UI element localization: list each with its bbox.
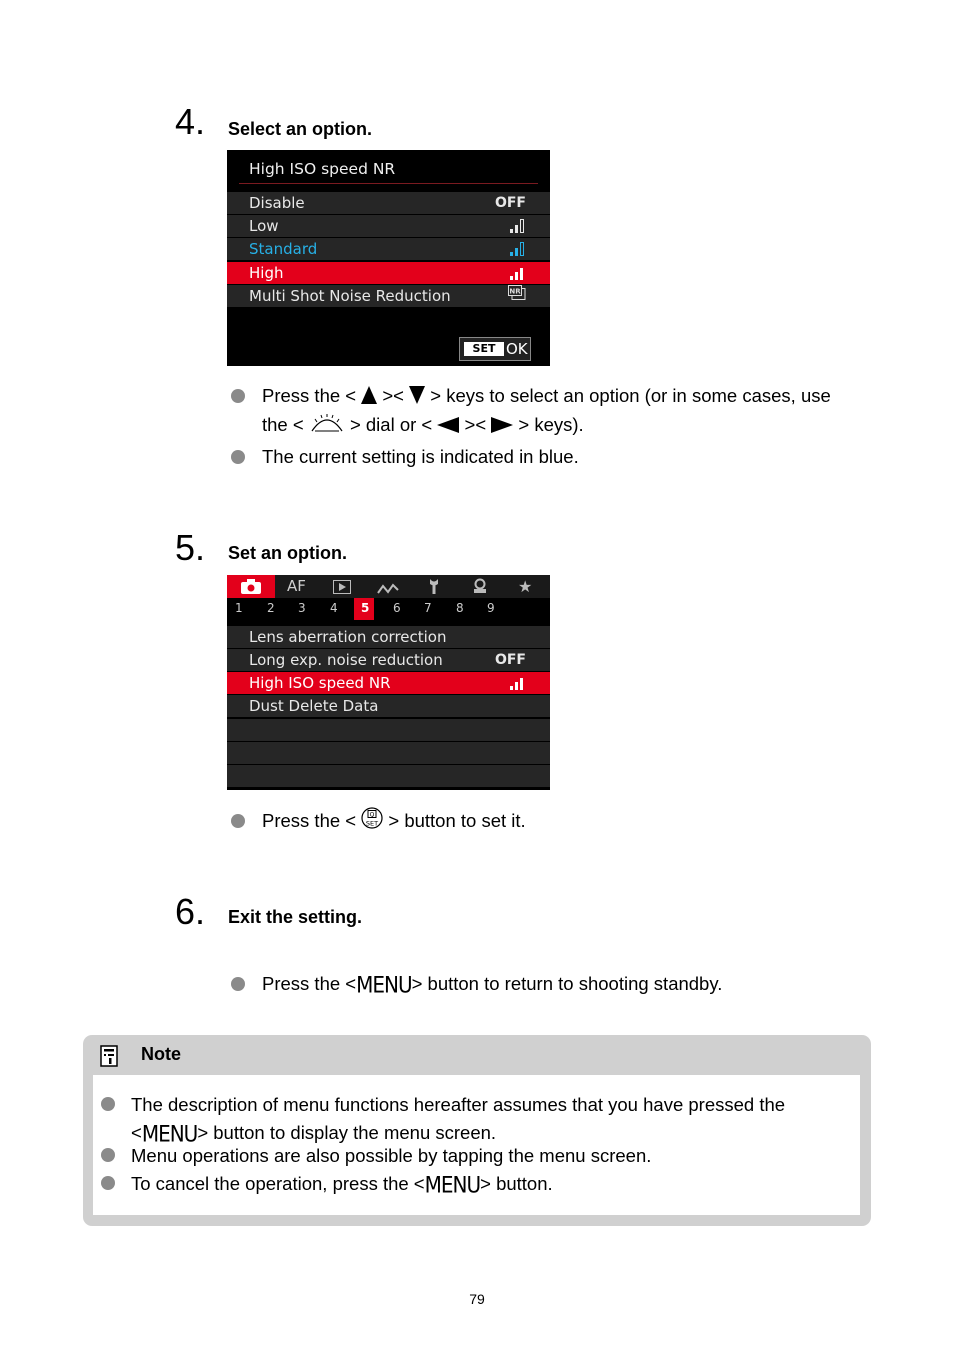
page-8[interactable]: 8 <box>456 601 464 615</box>
right-arrow-icon <box>491 412 513 441</box>
custom-functions-icon[interactable] <box>472 578 488 598</box>
note-item-3: To cancel the operation, press the <MENU> button. <box>131 1169 553 1200</box>
nr-standard-bars-icon <box>510 238 526 260</box>
note-item-1-line-2: <MENU> button to display the menu screen. <box>131 1118 496 1149</box>
page-1[interactable]: 1 <box>235 601 243 615</box>
menu-item-dust-delete[interactable] <box>227 695 550 717</box>
option-disable[interactable] <box>227 192 550 214</box>
nr-low-bars-icon <box>510 215 526 237</box>
note-item-2: Menu operations are also possible by tapping the menu screen. <box>131 1145 652 1166</box>
menu-item-empty <box>227 719 550 741</box>
option-high[interactable] <box>227 262 550 284</box>
option-label: High <box>249 264 284 282</box>
svg-text:NR: NR <box>509 287 521 296</box>
page-3[interactable]: 3 <box>298 601 306 615</box>
high-iso-nr-screen <box>227 150 550 366</box>
wireless-tab-icon[interactable] <box>377 580 399 599</box>
multi-shot-nr-icon <box>508 285 526 307</box>
step-6-title: Exit the setting. <box>228 907 363 927</box>
page-9[interactable]: 9 <box>487 601 495 615</box>
option-low[interactable] <box>227 215 550 237</box>
step-5-title: Set an option. <box>228 543 347 563</box>
bullet <box>231 814 245 828</box>
up-arrow-icon <box>361 383 377 412</box>
page-4[interactable]: 4 <box>330 601 338 615</box>
step-4-title: Select an option. <box>228 119 373 139</box>
q-set-button-icon <box>361 807 383 837</box>
bullet <box>101 1148 115 1162</box>
screen-header: High ISO speed NR <box>249 160 396 178</box>
off-value: OFF <box>494 652 526 668</box>
bullet <box>231 450 245 464</box>
tab-af[interactable]: AF <box>287 577 306 595</box>
option-label: Multi Shot Noise Reduction <box>249 287 451 305</box>
page-6[interactable]: 6 <box>393 601 401 615</box>
step-6-number: 6. <box>175 891 206 932</box>
page-number-bar <box>227 598 550 622</box>
menu-item-empty <box>227 742 550 764</box>
step-4-bullet-1-line-1: Press the < >< > keys to select an option (or in some cases, use <box>262 381 831 412</box>
down-arrow-icon <box>409 383 425 412</box>
step-6-bullet-1: Press the <MENU> button to return to shooting standby. <box>262 969 722 1000</box>
menu-screen <box>227 575 550 790</box>
menu-item-high-iso-nr[interactable] <box>227 672 550 694</box>
tab-shooting[interactable] <box>227 575 275 598</box>
menu-button-icon: MENU <box>141 1120 198 1147</box>
svg-text:SET: SET <box>366 819 379 828</box>
note-memo-icon <box>100 1045 118 1072</box>
option-multi-shot-nr[interactable] <box>227 285 550 307</box>
quick-control-dial-icon <box>309 412 345 441</box>
option-label: Disable <box>249 194 305 212</box>
bullet <box>231 389 245 403</box>
step-5-bullet-1: Press the < Q SET > button to set it. <box>262 806 526 837</box>
ok-label: OK <box>506 340 528 358</box>
bullet <box>231 977 245 991</box>
menu-item-lens-aberration[interactable] <box>227 626 550 648</box>
option-label: Standard <box>249 240 318 258</box>
bullet <box>101 1097 115 1111</box>
step-4-bullet-1-line-2: the < > dial or < >< > keys). <box>262 410 584 441</box>
camera-icon <box>241 579 261 598</box>
menu-item-label: Lens aberration correction <box>249 628 447 646</box>
note-title: Note <box>141 1044 181 1064</box>
page-7[interactable]: 7 <box>424 601 432 615</box>
menu-button-icon: MENU <box>424 1171 481 1198</box>
page-5[interactable]: 5 <box>361 601 370 615</box>
menu-item-label: Long exp. noise reduction <box>249 651 443 669</box>
menu-item-label: High ISO speed NR <box>249 674 391 692</box>
option-label: Low <box>249 217 279 235</box>
my-menu-star-icon[interactable]: ★ <box>518 577 533 596</box>
step-4-number: 4. <box>175 101 206 142</box>
note-item-1-line-1: The description of menu functions hereafter assumes that you have pressed the <box>131 1094 786 1115</box>
menu-item-label: Dust Delete Data <box>249 697 379 715</box>
set-label: SET <box>464 342 504 356</box>
svg-text:Q: Q <box>369 811 375 819</box>
left-arrow-icon <box>437 412 459 441</box>
header-divider <box>239 183 538 184</box>
step-4-bullet-2: The current setting is indicated in blue. <box>262 446 579 467</box>
nr-high-bars-icon <box>510 672 526 694</box>
setup-wrench-icon[interactable] <box>427 578 441 598</box>
page-2[interactable]: 2 <box>267 601 275 615</box>
step-5-number: 5. <box>175 527 206 568</box>
off-value: OFF <box>494 195 526 211</box>
menu-item-empty <box>227 765 550 787</box>
playback-tab-icon[interactable] <box>333 579 351 598</box>
nr-high-bars-icon <box>510 262 526 284</box>
bullet <box>101 1176 115 1190</box>
menu-item-long-exp-nr[interactable] <box>227 649 550 671</box>
page-number: 79 <box>469 1291 485 1307</box>
set-ok-button[interactable] <box>459 337 531 361</box>
menu-button-icon: MENU <box>356 971 412 998</box>
option-standard[interactable] <box>227 238 550 260</box>
